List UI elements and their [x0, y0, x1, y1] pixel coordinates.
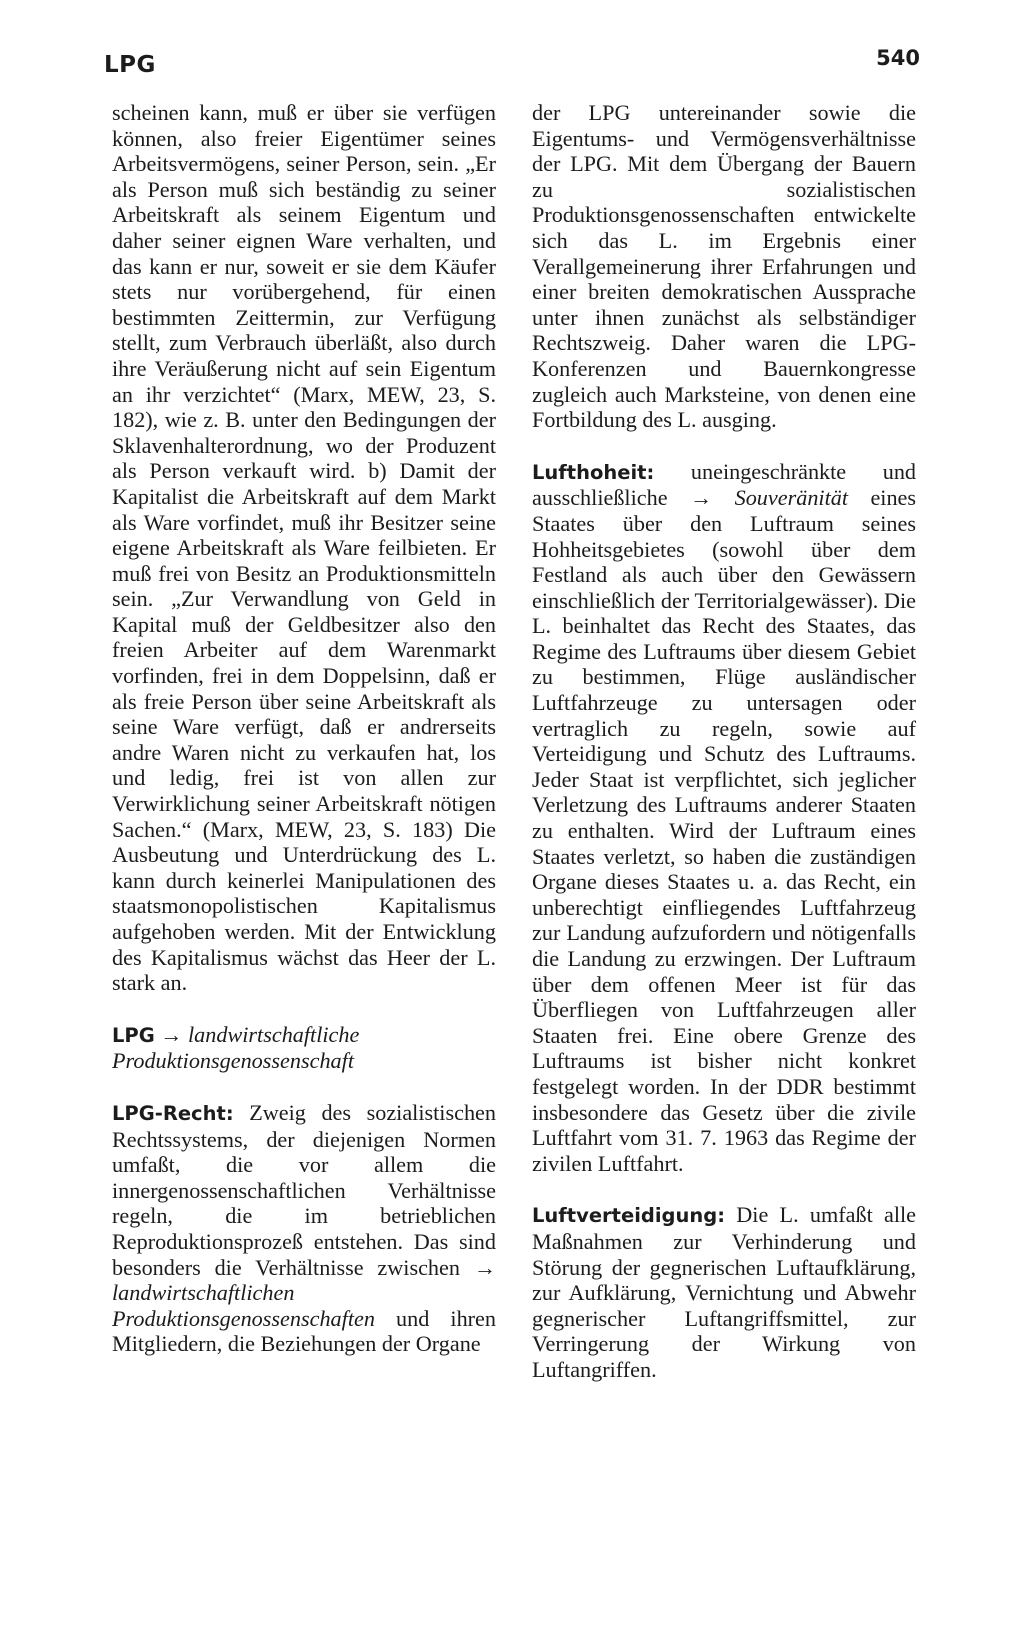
entry-lpg [112, 1022, 496, 1074]
entry-text: Die L. umfaßt alle Maßnahmen zur Verhinderung und Störung der gegnerischen Luftaufklärung, zur Aufklärung, Vernichtung und Abwehr gegnerischer Luftangriffsmittel, zur Verringerung der Wirkung von Luftangriffen. [532, 1202, 916, 1382]
left-column [112, 100, 496, 1357]
entry-lufthoheit [532, 459, 916, 1177]
cross-reference-link[interactable]: landwirtschaftliche Produktionsgenossenschaft [112, 1021, 360, 1074]
entry-lpg-recht [112, 1100, 496, 1357]
headword-lpg: LPG [112, 1023, 155, 1047]
cross-reference-link[interactable]: landwirtschaftlichen Produktionsgenossenschaften [112, 1280, 375, 1331]
entry-text: und ihren Mitgliedern, die Beziehungen der Organe [112, 1305, 496, 1357]
cross-reference-arrow-icon: → [689, 485, 713, 511]
continuation-text: der LPG untereinander sowie die Eigentums- und Vermögensverhältnisse der LPG. Mit dem Übergang der Bauern zu sozialistischen Produktionsgenossenschaften entwickelte sich das L. im Ergebnis einer Verallgemeinerung ihrer Erfahrungen und einer breiten demokratischen Aussprache unter ihnen zunächst als selbständiger Rechtszweig. Daher waren die LPG-Konferenzen und Bauernkongresse zugleich auch Marksteine, von denen eine Fortbildung des L. ausging. [532, 100, 916, 433]
entry-text: Zweig des sozialistischen Rechtssystems, der diejenigen Normen umfaßt, die vor allem die innergenossenschaftlichen Verhältnisse regeln, die im betrieblichen Reproduktionsprozeß entstehen. Das sind besonders die Verhältnisse zwischen [112, 1099, 496, 1280]
entry-text: eines Staates über den Luftraum seines Hohheitsgebietes (sowohl über dem Festland als auch über den Gewässern einschließlich der Territorialgewässer). Die L. beinhaltet das Recht des Staates, das Regime des Luftraums über diesem Gebiet zu bestimmen, Flüge ausländischer Luftfahrzeuge zu untersagen oder vertraglich zu regeln, sowie auf Verteidigung und Schutz des Luftraums. Jeder Staat ist verpflichtet, sich jeglicher Verletzung des Luftraums anderer Staaten zu enthalten. Wird der Luftraum eines Staates verletzt, so haben die zuständigen Organe dieses Staates u. a. das Recht, ein unberechtigt einfliegendes Luftfahrzeug zur Landung aufzufordern und nötigenfalls die Landung zu erzwingen. Der Luftraum über dem offenen Meer ist für das Überfliegen von Luftfahrzeugen aller Staaten frei. Eine obere Grenze des Luftraums ist bisher nicht konkret festgelegt worden. In der DDR bestimmt insbesondere das Gesetz über die zivile Luftfahrt vom 31. 7. 1963 das Regime der zivilen Luftfahrt. [532, 485, 917, 1176]
headword-colon: : [225, 1101, 234, 1125]
right-column [532, 100, 916, 1383]
entry-continuation [112, 100, 496, 996]
running-head: LPG [104, 52, 156, 78]
continuation-text: scheinen kann, muß er über sie verfügen können, also freier Eigentümer seines Arbeitsvermögens, seiner Person, sein. „Er als Person muß sich beständig zu seiner Arbeitskraft als seinem Eigentum und daher seiner eignen Ware verhalten, und das kann er nur, soweit er sie dem Käufer stets nur vorübergehend, für einen bestimmten Zeittermin, zur Verfügung stellt, zum Verbrauch überläßt, also durch ihre Veräußerung nicht auf sein Eigentum an ihr verzichtet“ (Marx, MEW, 23, S. 182), wie z. B. unter den Bedingungen der Sklavenhalterordnung, wo der Produzent als Person verkauft wird. b) Damit der Kapitalist die Arbeitskraft auf dem Markt als Ware vorfindet, muß ihr Besitzer seine eigene Arbeitskraft als Ware feilbieten. Er muß frei von Besitz an Produktionsmitteln sein. „Zur Verwandlung von Geld in Kapital muß der Geldbesitzer also den freien Arbeiter auf dem Warenmarkt vorfinden, frei in dem Doppelsinn, daß er als freie Person über seine Arbeitskraft als seine Ware verfügt, daß er andrerseits andre Waren nicht zu verkaufen hat, los und ledig, frei ist von allen zur Verwirklichung seiner Arbeitskraft nötigen Sachen.“ (Marx, MEW, 23, S. 183) Die Ausbeutung und Unterdrückung des L. kann durch keinerlei Manipulationen des staatsmonopolistischen Kapitalismus aufgehoben werden. Mit der Entwicklung des Kapitalismus wächst das Heer der L. stark an. [112, 100, 496, 996]
cross-reference-link[interactable]: Souveränität [734, 485, 848, 511]
entry-luftverteidigung [532, 1202, 916, 1382]
headword-colon: : [717, 1204, 726, 1228]
entry-text: uneingeschränkte und ausschließliche [532, 458, 917, 511]
headword-luftverteidigung: Luftverteidigung [532, 1204, 718, 1228]
headword-lpg-recht: LPG-Recht [112, 1101, 226, 1125]
cross-reference-arrow-icon: → [160, 1021, 183, 1047]
page-number: 540 [876, 46, 920, 70]
entry-continuation [532, 100, 916, 433]
headword-lufthoheit: Lufthoheit [532, 460, 647, 484]
headword-colon: : [646, 460, 655, 484]
cross-reference-arrow-icon: → [473, 1254, 496, 1280]
